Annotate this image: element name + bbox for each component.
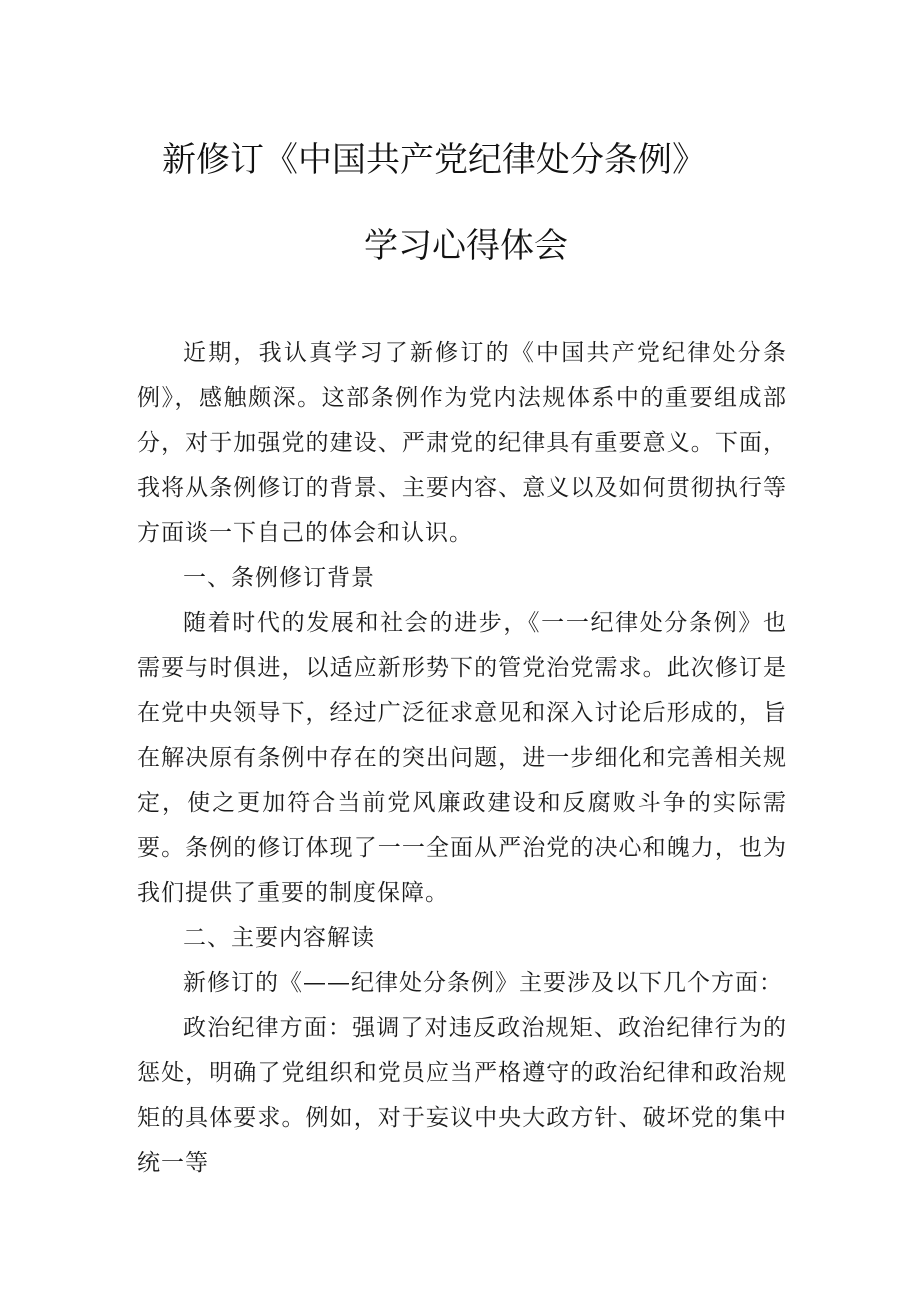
paragraph-intro: 近期，我认真学习了新修订的《中国共产党纪律处分条例》，感触颇深。这部条例作为党内法规体系中的重要组成部分，对于加强党的建设、严肃党的纪律具有重要意义。下面，我将从条例修订的背景、主要内容、意义以及如何贯彻执行等方面谈一下自己的体会和认识。 <box>137 340 787 546</box>
document-title-line-2: 学习心得体会 <box>364 226 568 266</box>
paragraph-content-intro: 新修订的《——纪律处分条例》主要涉及以下几个方面： <box>183 970 783 996</box>
paragraph-background: 随着时代的发展和社会的进步，《一一纪律处分条例》也需要与时俱进，以适应新形势下的管党治党需求。此次修订是在党中央领导下，经过广泛征求意见和深入讨论后形成的，旨在解决原有条例中存在的突出问题，进一步细化和完善相关规定，使之更加符合当前党风廉政建设和反腐败斗争的实际需要。条例的修订体现了一一全面从严治党的决心和魄力，也为我们提供了重要的制度保障。 <box>137 610 787 906</box>
document-title-line-1: 新修订《中国共产党纪律处分条例》 <box>162 140 706 180</box>
paragraph-political-discipline: 政治纪律方面：强调了对违反政治规矩、政治纪律行为的惩处，明确了党组织和党员应当严格遵守的政治纪律和政治规矩的具体要求。例如，对于妄议中央大政方针、破坏党的集中统一等 <box>137 1015 787 1176</box>
section-heading-background: 一、条例修订背景 <box>183 565 375 591</box>
section-heading-content: 二、主要内容解读 <box>183 925 375 951</box>
document-body <box>137 331 787 1186</box>
